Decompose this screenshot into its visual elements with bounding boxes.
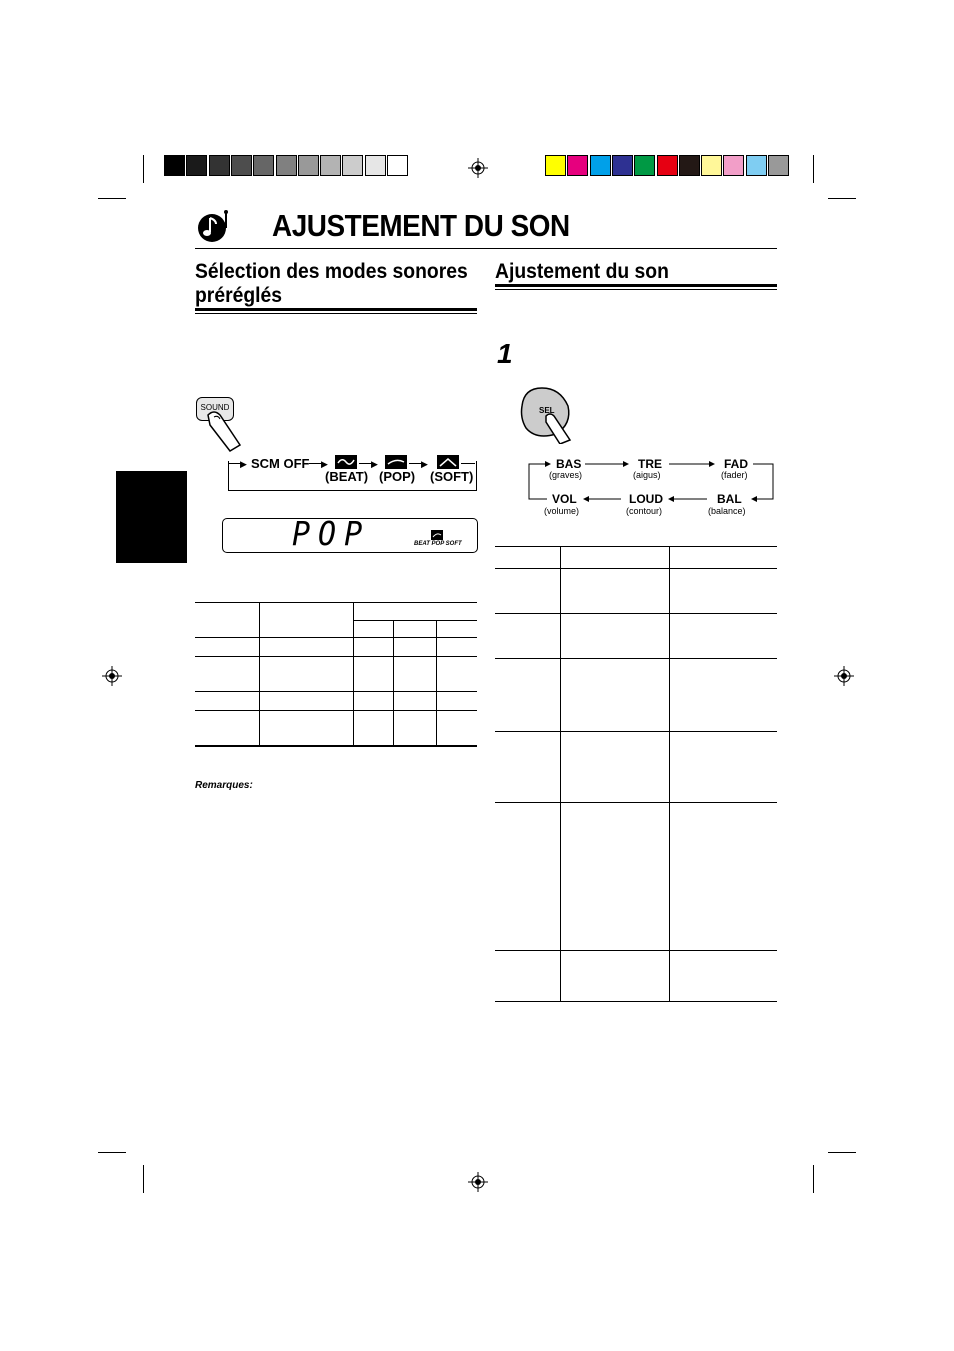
- cycle-fad: FAD: [724, 457, 748, 471]
- flow-arrow-icon: ▶: [421, 459, 428, 469]
- cycle-vol: VOL: [552, 492, 577, 506]
- lcd-indicators: BEAT POP SOFT: [414, 541, 462, 547]
- cycle-tre-sub: (aigus): [633, 470, 661, 480]
- crop-mark: [143, 155, 144, 183]
- color-swatch: [253, 155, 274, 176]
- heading-rule: [195, 308, 477, 311]
- cycle-bas-sub: (graves): [549, 470, 583, 480]
- pop-curve-icon: [385, 455, 407, 469]
- table-line: [353, 620, 477, 621]
- color-swatch: [679, 155, 700, 176]
- color-swatch: [746, 155, 767, 176]
- cycle-vol-sub: (volume): [544, 506, 580, 516]
- color-swatch: [545, 155, 566, 176]
- cycle-bal-sub: (balance): [708, 506, 746, 516]
- lcd-text: POP: [292, 515, 371, 554]
- crop-mark: [98, 198, 126, 199]
- color-swatch: [342, 155, 363, 176]
- page-title: AJUSTEMENT DU SON: [272, 208, 570, 243]
- music-note-icon: [196, 208, 232, 244]
- table-line: [495, 568, 777, 569]
- table-line: [495, 613, 777, 614]
- table-line: [495, 950, 777, 951]
- cycle-loud-sub: (contour): [626, 506, 663, 516]
- mode-beat: (BEAT): [325, 469, 369, 484]
- table-line: [495, 802, 777, 803]
- finger-press-icon: [200, 405, 250, 455]
- color-swatch: [276, 155, 297, 176]
- remarks-label: Remarques:: [195, 780, 253, 791]
- language-tab: [116, 471, 187, 563]
- crop-mark: [98, 1152, 126, 1153]
- soft-curve-icon: [437, 455, 459, 469]
- mode-pop: (POP): [379, 469, 416, 484]
- crop-mark: [813, 155, 814, 183]
- table-line: [195, 710, 477, 711]
- table-line: [195, 656, 477, 657]
- section-heading-presets: Sélection des modes sonores préréglés: [195, 260, 468, 307]
- color-swatch: [612, 155, 633, 176]
- mode-soft: (SOFT): [430, 469, 474, 484]
- flow-arrow-icon: ▶: [321, 459, 328, 469]
- sound-button: SOUND: [196, 397, 234, 421]
- flow-arrow-icon: ▶: [371, 459, 378, 469]
- color-swatch: [723, 155, 744, 176]
- crop-mark: [143, 1165, 144, 1193]
- color-swatch: [701, 155, 722, 176]
- crop-mark: [813, 1165, 814, 1193]
- table-line: [195, 691, 477, 692]
- registration-mark-icon: [834, 666, 854, 686]
- color-swatch: [567, 155, 588, 176]
- title-rule: [195, 248, 777, 249]
- color-swatch: [387, 155, 408, 176]
- mode-scm-off: SCM OFF: [251, 456, 310, 471]
- table-line: [669, 546, 670, 1001]
- table-line: [495, 1001, 777, 1002]
- table-line: [259, 602, 260, 745]
- color-swatch: [298, 155, 319, 176]
- table-line: [393, 620, 394, 745]
- cycle-tre: TRE: [638, 457, 662, 471]
- section-heading-adjust: Ajustement du son: [495, 260, 669, 283]
- cycle-arrows-icon: [525, 455, 780, 505]
- table-line: [560, 546, 561, 1001]
- cycle-bas: BAS: [556, 457, 582, 471]
- registration-mark-icon: [468, 158, 488, 178]
- color-swatch: [365, 155, 386, 176]
- flow-arrow-icon: ▶: [240, 459, 247, 469]
- table-line: [195, 602, 477, 603]
- color-swatch: [657, 155, 678, 176]
- crop-mark: [828, 1152, 856, 1153]
- table-line: [195, 637, 477, 638]
- table-line: [495, 658, 777, 659]
- heading-rule-thin: [195, 313, 477, 314]
- crop-mark: [828, 198, 856, 199]
- color-swatch: [231, 155, 252, 176]
- table-line: [353, 602, 354, 745]
- flow-right-line: [461, 463, 475, 464]
- table-line: [495, 731, 777, 732]
- cycle-bal: BAL: [717, 492, 742, 506]
- color-swatch: [164, 155, 185, 176]
- color-swatch: [209, 155, 230, 176]
- color-swatch: [590, 155, 611, 176]
- lcd-mode-icon: [431, 530, 443, 540]
- beat-curve-icon: [335, 455, 357, 469]
- table-line: [436, 620, 437, 745]
- color-swatch: [634, 155, 655, 176]
- step-number: 1: [497, 338, 513, 369]
- color-swatch: [186, 155, 207, 176]
- table-line: [495, 546, 777, 547]
- cycle-fad-sub: (fader): [721, 470, 748, 480]
- registration-mark-icon: [468, 1172, 488, 1192]
- registration-mark-icon: [102, 666, 122, 686]
- table-line: [195, 745, 477, 747]
- color-swatch: [320, 155, 341, 176]
- heading-rule-thin: [495, 289, 777, 290]
- cycle-loud: LOUD: [629, 492, 663, 506]
- color-swatch: [768, 155, 789, 176]
- sel-button-label: SEL: [539, 406, 555, 415]
- heading-rule: [495, 284, 777, 287]
